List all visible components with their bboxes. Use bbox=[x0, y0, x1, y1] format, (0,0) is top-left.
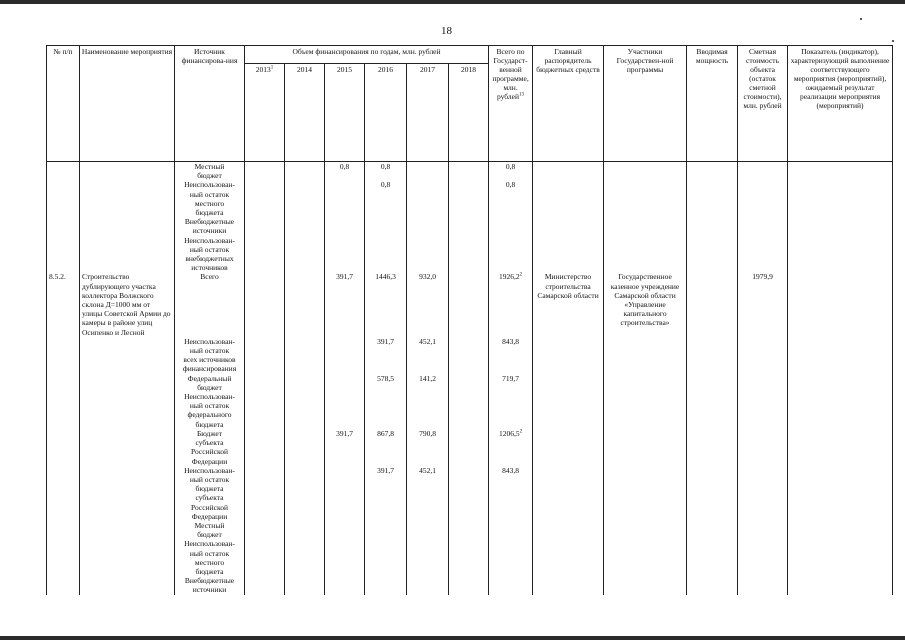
cell-name bbox=[80, 539, 175, 576]
cell-y2015: 391,7 bbox=[325, 429, 365, 466]
cell-estimate bbox=[738, 180, 788, 217]
cell-name bbox=[80, 236, 175, 273]
cell-y2017 bbox=[407, 180, 449, 217]
cell-indicator bbox=[788, 337, 893, 374]
cell-y2016: 391,7 bbox=[365, 337, 407, 374]
cell-source: Федеральный бюджет bbox=[175, 374, 245, 392]
cell-participants bbox=[604, 576, 687, 594]
table-row bbox=[47, 429, 893, 466]
cell-y2016: 0,8 bbox=[365, 162, 407, 181]
cell-no bbox=[47, 392, 80, 429]
cell-y2013 bbox=[245, 539, 285, 576]
cell-source: Неиспользован- ный остаток внебюджетных источников bbox=[175, 236, 245, 273]
cell-total: 0,8 bbox=[489, 180, 533, 217]
cell-y2018 bbox=[449, 374, 489, 392]
cell-y2014 bbox=[285, 576, 325, 594]
cell-y2014 bbox=[285, 180, 325, 217]
cell-source: Внебюджетные источники bbox=[175, 217, 245, 235]
cell-source: Неиспользован- ный остаток бюджета субъекта Российской Федерации bbox=[175, 466, 245, 521]
header-manager: Главный распорядитель бюджетных средств bbox=[533, 46, 604, 162]
table-row bbox=[47, 392, 893, 429]
cell-name: Строительство дублирующего участка коллектора Волжского склона Д=1000 мм от улицы Советской Армии до камеры в районе улиц Осипенко и Лесной bbox=[80, 272, 175, 336]
cell-total bbox=[489, 576, 533, 594]
cell-name bbox=[80, 180, 175, 217]
cell-y2013 bbox=[245, 392, 285, 429]
cell-no bbox=[47, 236, 80, 273]
cell-no bbox=[47, 374, 80, 392]
cell-indicator bbox=[788, 374, 893, 392]
cell-name bbox=[80, 392, 175, 429]
cell-y2017: 932,0 bbox=[407, 272, 449, 336]
cell-y2013 bbox=[245, 272, 285, 336]
cell-y2017 bbox=[407, 539, 449, 576]
scan-speck bbox=[860, 18, 862, 20]
cell-y2014 bbox=[285, 337, 325, 374]
cell-manager: Министерство строительства Самарской области bbox=[533, 272, 604, 336]
cell-indicator bbox=[788, 272, 893, 336]
cell-total bbox=[489, 217, 533, 235]
cell-manager bbox=[533, 466, 604, 521]
cell-estimate bbox=[738, 217, 788, 235]
cell-y2014 bbox=[285, 466, 325, 521]
header-year: 2017 bbox=[407, 64, 449, 162]
cell-estimate bbox=[738, 521, 788, 539]
cell-y2015 bbox=[325, 236, 365, 273]
cell-y2017 bbox=[407, 521, 449, 539]
cell-y2016 bbox=[365, 576, 407, 594]
scan-bottom-edge bbox=[0, 636, 905, 640]
cell-indicator bbox=[788, 217, 893, 235]
cell-total bbox=[489, 521, 533, 539]
cell-y2016: 0,8 bbox=[365, 180, 407, 217]
header-total: Всего по Государст-венной программе, млн. рублей$^{13}$ bbox=[489, 46, 533, 162]
header-name: Наименование мероприятия bbox=[80, 46, 175, 162]
table-row bbox=[47, 217, 893, 235]
cell-name bbox=[80, 217, 175, 235]
cell-y2013 bbox=[245, 374, 285, 392]
cell-capacity bbox=[687, 576, 738, 594]
table-body bbox=[47, 162, 893, 595]
cell-participants bbox=[604, 374, 687, 392]
header-year: 2018 bbox=[449, 64, 489, 162]
cell-y2018 bbox=[449, 162, 489, 181]
funding-table bbox=[46, 45, 893, 595]
cell-y2014 bbox=[285, 272, 325, 336]
cell-estimate bbox=[738, 337, 788, 374]
cell-y2016 bbox=[365, 521, 407, 539]
cell-total bbox=[489, 392, 533, 429]
cell-y2017 bbox=[407, 576, 449, 594]
cell-y2018 bbox=[449, 576, 489, 594]
cell-y2017: 452,1 bbox=[407, 466, 449, 521]
cell-estimate bbox=[738, 374, 788, 392]
cell-source: Внебюджетные источники bbox=[175, 576, 245, 594]
cell-indicator bbox=[788, 539, 893, 576]
cell-manager bbox=[533, 392, 604, 429]
cell-total bbox=[489, 539, 533, 576]
cell-y2014 bbox=[285, 392, 325, 429]
cell-manager bbox=[533, 162, 604, 181]
cell-name bbox=[80, 162, 175, 181]
cell-y2014 bbox=[285, 162, 325, 181]
cell-y2016: 391,7 bbox=[365, 466, 407, 521]
cell-total: 843,8 bbox=[489, 466, 533, 521]
cell-estimate: 1979,9 bbox=[738, 272, 788, 336]
cell-name bbox=[80, 429, 175, 466]
cell-total: 719,7 bbox=[489, 374, 533, 392]
cell-indicator bbox=[788, 180, 893, 217]
cell-y2017 bbox=[407, 217, 449, 235]
cell-manager bbox=[533, 374, 604, 392]
cell-participants bbox=[604, 337, 687, 374]
cell-name bbox=[80, 576, 175, 594]
cell-y2014 bbox=[285, 374, 325, 392]
cell-manager bbox=[533, 521, 604, 539]
cell-no bbox=[47, 180, 80, 217]
cell-indicator bbox=[788, 162, 893, 181]
cell-y2018 bbox=[449, 392, 489, 429]
cell-no bbox=[47, 576, 80, 594]
cell-y2013 bbox=[245, 576, 285, 594]
header-no: № п/п bbox=[47, 46, 80, 162]
cell-y2014 bbox=[285, 236, 325, 273]
cell-capacity bbox=[687, 429, 738, 466]
cell-manager bbox=[533, 429, 604, 466]
cell-y2016: 867,8 bbox=[365, 429, 407, 466]
cell-total: 0,8 bbox=[489, 162, 533, 181]
cell-capacity bbox=[687, 539, 738, 576]
table-row bbox=[47, 466, 893, 521]
cell-no bbox=[47, 466, 80, 521]
cell-estimate bbox=[738, 392, 788, 429]
cell-y2014 bbox=[285, 521, 325, 539]
cell-y2015 bbox=[325, 374, 365, 392]
cell-estimate bbox=[738, 236, 788, 273]
cell-manager bbox=[533, 217, 604, 235]
table-row bbox=[47, 374, 893, 392]
cell-estimate bbox=[738, 429, 788, 466]
cell-y2017 bbox=[407, 162, 449, 181]
cell-no bbox=[47, 539, 80, 576]
cell-y2013 bbox=[245, 162, 285, 181]
cell-no bbox=[47, 429, 80, 466]
cell-y2018 bbox=[449, 236, 489, 273]
cell-y2013 bbox=[245, 236, 285, 273]
cell-y2018 bbox=[449, 466, 489, 521]
cell-y2016 bbox=[365, 236, 407, 273]
cell-name bbox=[80, 466, 175, 521]
cell-capacity bbox=[687, 236, 738, 273]
cell-y2014 bbox=[285, 539, 325, 576]
cell-no bbox=[47, 521, 80, 539]
cell-participants bbox=[604, 392, 687, 429]
cell-y2016 bbox=[365, 539, 407, 576]
cell-manager bbox=[533, 539, 604, 576]
cell-y2018 bbox=[449, 180, 489, 217]
cell-y2014 bbox=[285, 429, 325, 466]
header-estimate: Сметная стоимость объекта (остаток сметной стоимости), млн. рублей bbox=[738, 46, 788, 162]
cell-participants bbox=[604, 217, 687, 235]
cell-y2018 bbox=[449, 217, 489, 235]
cell-y2016: 1446,3 bbox=[365, 272, 407, 336]
cell-y2016: 578,5 bbox=[365, 374, 407, 392]
cell-name bbox=[80, 374, 175, 392]
table-row bbox=[47, 272, 893, 336]
cell-y2013 bbox=[245, 337, 285, 374]
cell-no: 8.5.2. bbox=[47, 272, 80, 336]
cell-y2017: 141,2 bbox=[407, 374, 449, 392]
header-year: 2014 bbox=[285, 64, 325, 162]
cell-indicator bbox=[788, 392, 893, 429]
cell-total: 1206,5$^2$ bbox=[489, 429, 533, 466]
cell-y2017: 452,1 bbox=[407, 337, 449, 374]
cell-manager bbox=[533, 576, 604, 594]
cell-indicator bbox=[788, 466, 893, 521]
cell-y2015 bbox=[325, 180, 365, 217]
cell-source: Местный бюджет bbox=[175, 521, 245, 539]
cell-y2017 bbox=[407, 236, 449, 273]
cell-source: Неиспользован- ный остаток федерального бюджета bbox=[175, 392, 245, 429]
cell-y2018 bbox=[449, 539, 489, 576]
cell-no bbox=[47, 217, 80, 235]
header-year: 2015 bbox=[325, 64, 365, 162]
cell-manager bbox=[533, 236, 604, 273]
cell-name bbox=[80, 521, 175, 539]
cell-estimate bbox=[738, 162, 788, 181]
cell-y2015 bbox=[325, 521, 365, 539]
cell-estimate bbox=[738, 539, 788, 576]
cell-source: Всего bbox=[175, 272, 245, 336]
header-funding: Объем финансирования по годам, млн. рублей bbox=[245, 46, 489, 64]
cell-participants bbox=[604, 180, 687, 217]
cell-y2013 bbox=[245, 217, 285, 235]
table-row bbox=[47, 521, 893, 539]
cell-participants bbox=[604, 162, 687, 181]
cell-y2015 bbox=[325, 392, 365, 429]
cell-capacity bbox=[687, 374, 738, 392]
cell-indicator bbox=[788, 429, 893, 466]
cell-y2015: 391,7 bbox=[325, 272, 365, 336]
header-indicator: Показатель (индикатор), характеризующий выполнение соответствующего мероприятия (мероприятий), ожидаемый результат реализации мероприятия (мероприятий) bbox=[788, 46, 893, 162]
cell-y2015 bbox=[325, 466, 365, 521]
cell-y2014 bbox=[285, 217, 325, 235]
table-row bbox=[47, 539, 893, 576]
cell-y2017 bbox=[407, 392, 449, 429]
cell-y2018 bbox=[449, 272, 489, 336]
cell-manager bbox=[533, 337, 604, 374]
cell-y2015 bbox=[325, 337, 365, 374]
cell-y2013 bbox=[245, 429, 285, 466]
cell-y2015 bbox=[325, 539, 365, 576]
cell-capacity bbox=[687, 272, 738, 336]
scan-speck bbox=[892, 40, 894, 42]
cell-capacity bbox=[687, 337, 738, 374]
cell-capacity bbox=[687, 180, 738, 217]
cell-manager bbox=[533, 180, 604, 217]
cell-participants bbox=[604, 429, 687, 466]
header-source: Источник финансирова-ния bbox=[175, 46, 245, 162]
cell-y2018 bbox=[449, 429, 489, 466]
header-year: 2016 bbox=[365, 64, 407, 162]
cell-y2016 bbox=[365, 217, 407, 235]
cell-total: 843,8 bbox=[489, 337, 533, 374]
header-year: 2013$^1$ bbox=[245, 64, 285, 162]
cell-name bbox=[80, 337, 175, 374]
cell-capacity bbox=[687, 466, 738, 521]
cell-capacity bbox=[687, 392, 738, 429]
cell-participants bbox=[604, 539, 687, 576]
cell-estimate bbox=[738, 466, 788, 521]
cell-y2015 bbox=[325, 217, 365, 235]
cell-estimate bbox=[738, 576, 788, 594]
cell-y2018 bbox=[449, 521, 489, 539]
cell-participants bbox=[604, 521, 687, 539]
cell-capacity bbox=[687, 217, 738, 235]
cell-y2013 bbox=[245, 180, 285, 217]
cell-y2013 bbox=[245, 466, 285, 521]
cell-source: Неиспользован- ный остаток всех источников финансирования bbox=[175, 337, 245, 374]
cell-source: Бюджет субъекта Российской Федерации bbox=[175, 429, 245, 466]
cell-y2013 bbox=[245, 521, 285, 539]
cell-y2015: 0,8 bbox=[325, 162, 365, 181]
cell-participants bbox=[604, 466, 687, 521]
cell-y2015 bbox=[325, 576, 365, 594]
cell-source: Местный бюджет bbox=[175, 162, 245, 181]
scan-top-edge bbox=[0, 0, 905, 4]
cell-total: 1926,2$^2$ bbox=[489, 272, 533, 336]
header-participants: Участники Государствен-ной программы bbox=[604, 46, 687, 162]
cell-y2017: 790,8 bbox=[407, 429, 449, 466]
cell-indicator bbox=[788, 236, 893, 273]
cell-indicator bbox=[788, 521, 893, 539]
cell-y2016 bbox=[365, 392, 407, 429]
cell-participants: Государственное казенное учреждение Самарской области «Управление капитального строительства» bbox=[604, 272, 687, 336]
cell-no bbox=[47, 337, 80, 374]
table-row bbox=[47, 180, 893, 217]
cell-participants bbox=[604, 236, 687, 273]
cell-source: Неиспользован- ный остаток местного бюджета bbox=[175, 539, 245, 576]
header-capacity: Вводимая мощность bbox=[687, 46, 738, 162]
cell-source: Неиспользован- ный остаток местного бюджета bbox=[175, 180, 245, 217]
cell-indicator bbox=[788, 576, 893, 594]
table-row bbox=[47, 236, 893, 273]
table-row bbox=[47, 576, 893, 594]
table-row bbox=[47, 162, 893, 181]
cell-no bbox=[47, 162, 80, 181]
page-number: 18 bbox=[441, 25, 452, 37]
cell-total bbox=[489, 236, 533, 273]
cell-capacity bbox=[687, 521, 738, 539]
cell-capacity bbox=[687, 162, 738, 181]
table-row bbox=[47, 337, 893, 374]
cell-y2018 bbox=[449, 337, 489, 374]
